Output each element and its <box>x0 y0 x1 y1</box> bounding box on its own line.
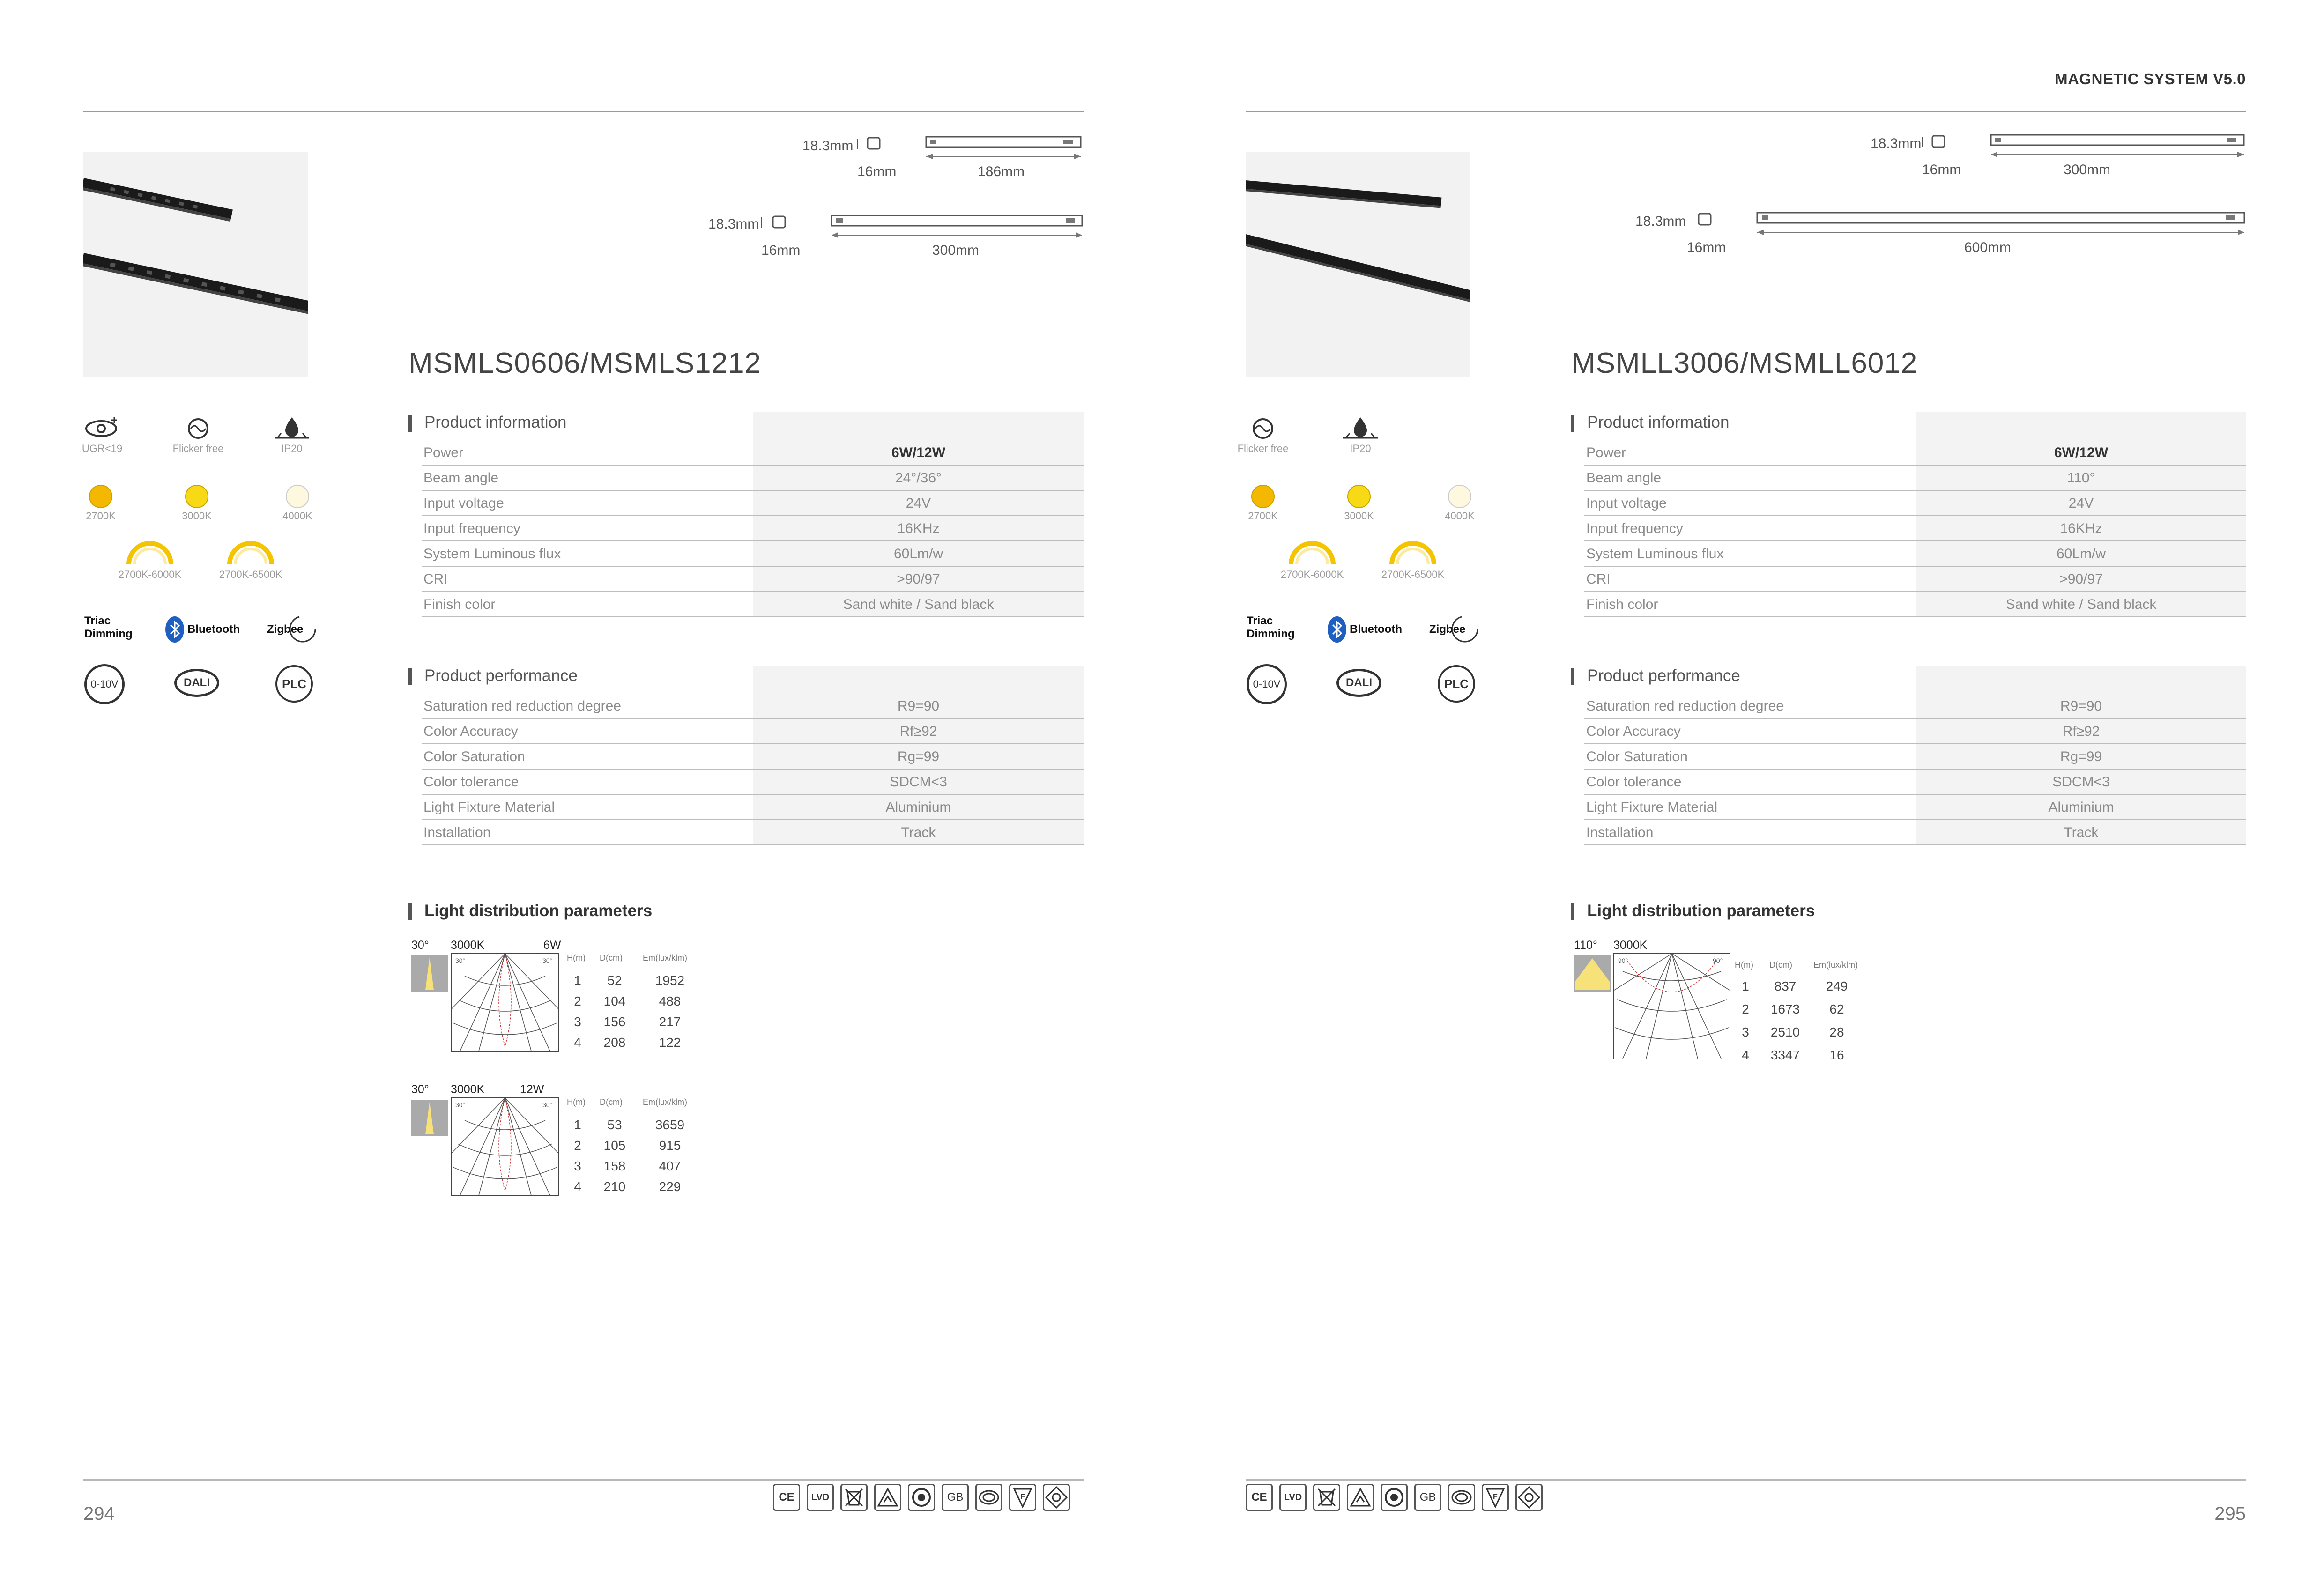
flicker-free-icon <box>1249 415 1277 441</box>
ld-angle: 30° <box>411 1083 429 1096</box>
ld-power: 6W <box>543 939 561 952</box>
tunable-arc-icon <box>1286 539 1338 567</box>
cct-dot <box>1448 485 1471 508</box>
bottom-rule <box>1246 1479 2246 1481</box>
cct-3000k <box>162 485 232 522</box>
spec-row-power <box>422 440 1084 466</box>
feature-label: IP20 <box>1350 443 1371 454</box>
zigbee-label: Zigbee <box>1429 623 1466 636</box>
ld-cell: 3 <box>574 1014 581 1029</box>
ld-cct: 3000K <box>1613 939 1648 952</box>
ld-col-em: Em(lux/klm) <box>643 953 687 962</box>
spec-value: Sand white / Sand black <box>843 597 994 612</box>
dim-width-1: 16mm <box>857 164 897 179</box>
ld-col-em: Em(lux/klm) <box>1813 960 1858 970</box>
cct-label: 3000K <box>1344 510 1374 522</box>
ld-cell: 1 <box>574 973 581 988</box>
cct-2700k <box>1228 485 1298 522</box>
plc-icon: PLC <box>275 665 313 703</box>
spec-row-power <box>1584 440 2246 466</box>
spec-row-finish-color <box>422 592 1084 617</box>
cct-3000k <box>1324 485 1394 522</box>
svg-text:F: F <box>1493 1493 1498 1501</box>
ld-cell: 52 <box>607 973 622 988</box>
dim-width-2: 16mm <box>761 243 801 258</box>
ld-angle: 30° <box>411 939 429 952</box>
ld-col-h: H(m) <box>567 1097 586 1107</box>
spec-value: 6W/12W <box>2054 445 2109 460</box>
bluetooth-icon <box>1326 615 1348 644</box>
ld-cell: 407 <box>659 1159 681 1173</box>
spec-label: Installation <box>1586 825 1654 840</box>
track-light-illustration <box>1246 152 1470 377</box>
ld-cell: 249 <box>1826 979 1848 993</box>
tunable-arc-icon <box>225 539 276 567</box>
f-mark-icon <box>1482 1484 1509 1511</box>
spec-label: Power <box>423 445 464 460</box>
model-title: MSMLL3006/MSMLL6012 <box>1571 347 1918 379</box>
tunable-2700-6500 <box>213 539 288 581</box>
spec-value: Rg=99 <box>897 749 940 764</box>
ld-cell: 3 <box>1742 1025 1749 1039</box>
ip20-icon <box>1339 415 1381 441</box>
ccc-mark-icon <box>975 1484 1002 1511</box>
ld-cell: 208 <box>603 1035 626 1050</box>
page-number: 295 <box>2214 1503 2246 1524</box>
cct-4000k <box>1425 485 1495 522</box>
ld-cell: 62 <box>1829 1002 1844 1016</box>
ld-cell: 28 <box>1829 1025 1844 1039</box>
ld-cct: 3000K <box>451 1083 485 1096</box>
spec-label: Finish color <box>423 597 496 612</box>
feature-ugr <box>67 415 137 455</box>
spec-value: 16KHz <box>897 521 940 536</box>
dim-width-2: 16mm <box>1687 240 1726 255</box>
ld-cell: 3659 <box>655 1118 685 1132</box>
ld-col-d: D(cm) <box>1769 960 1792 970</box>
dim-drawing-2 <box>761 214 1084 246</box>
spec-label: System Luminous flux <box>1586 546 1724 562</box>
dim-length-2: 600mm <box>1964 240 2012 255</box>
spec-label: CRI <box>1586 571 1611 587</box>
page-number: 294 <box>83 1503 115 1524</box>
ld-cell: 16 <box>1829 1048 1844 1062</box>
spec-value: Rg=99 <box>2060 749 2102 764</box>
tunable-2700-6000 <box>112 539 187 581</box>
feature-ip20 <box>1325 415 1396 455</box>
right-page <box>1162 0 2324 1577</box>
spec-label: Input frequency <box>423 521 520 536</box>
spec-value: 16KHz <box>2060 521 2102 536</box>
system-title: MAGNETIC SYSTEM V5.0 <box>2055 70 2246 88</box>
ld-col-em: Em(lux/klm) <box>643 1097 687 1107</box>
svg-text:F: F <box>1020 1493 1025 1501</box>
spec-row-cri <box>422 567 1084 592</box>
spec-value: R9=90 <box>897 698 940 714</box>
dim-010v-icon: 0-10V <box>84 664 125 704</box>
ld-cell: 1 <box>574 1118 581 1132</box>
isolux-diagram <box>451 1097 559 1196</box>
erp-mark-icon <box>1043 1484 1070 1511</box>
perf-row <box>422 744 1084 770</box>
ld-cell: 210 <box>603 1179 626 1194</box>
ld-cell: 2510 <box>1770 1025 1800 1039</box>
track-light-illustration <box>83 152 308 377</box>
bluetooth-label: Bluetooth <box>1350 623 1402 636</box>
perf-row <box>422 770 1084 795</box>
ld-cell: 53 <box>607 1118 622 1132</box>
spec-value: Rf≥92 <box>899 724 937 739</box>
product-performance-table <box>422 694 1084 845</box>
spec-label: Saturation red reduction degree <box>423 698 621 714</box>
ld-cell: 3347 <box>1770 1048 1800 1062</box>
ld-cell: 4 <box>1742 1048 1749 1062</box>
spec-value: SDCM<3 <box>2052 774 2110 790</box>
cct-dot <box>286 485 309 508</box>
spec-value: 60Lm/w <box>893 546 943 562</box>
spec-label: Input frequency <box>1586 521 1683 536</box>
weee-mark-icon <box>1313 1484 1340 1511</box>
tunable-label: 2700K-6000K <box>118 569 182 580</box>
dim-drawing-2 <box>1687 211 2249 244</box>
perf-row <box>422 719 1084 744</box>
gb-mark-icon: GB <box>1414 1484 1441 1511</box>
weee-mark-icon <box>840 1484 868 1511</box>
spec-value: Track <box>2064 825 2099 840</box>
triac-dimming-label: Triac Dimming <box>1247 615 1295 640</box>
perf-row <box>1584 744 2246 770</box>
spec-row-finish-color <box>1584 592 2246 617</box>
svg-text:90°: 90° <box>1713 957 1723 964</box>
ld-col-d: D(cm) <box>600 953 623 962</box>
dim-height-2: 18.3mm <box>708 216 759 232</box>
svg-text:30°: 30° <box>542 957 553 964</box>
spec-value: R9=90 <box>2060 698 2102 714</box>
spec-label: Color Accuracy <box>423 724 518 739</box>
top-rule <box>83 111 1084 112</box>
dim-width-1: 16mm <box>1922 162 1961 178</box>
perf-row <box>1584 719 2246 744</box>
dim-drawing-1 <box>1922 133 2248 166</box>
ce-mark-icon: CE <box>1246 1484 1273 1511</box>
dim-length-1: 186mm <box>978 164 1025 179</box>
beam-thumbnail <box>411 955 448 992</box>
erp-mark-icon <box>1515 1484 1543 1511</box>
dim-010v-icon: 0-10V <box>1247 664 1287 704</box>
spec-label: Light Fixture Material <box>423 800 555 815</box>
spec-label: Beam angle <box>1586 470 1662 486</box>
product-information-table <box>1584 440 2246 617</box>
spec-row-input-voltage <box>422 491 1084 516</box>
ccc-mark-icon <box>1448 1484 1475 1511</box>
cct-label: 2700K <box>1248 510 1278 522</box>
ld-cell: 4 <box>574 1179 581 1194</box>
rcm-mark-icon <box>1347 1484 1374 1511</box>
spec-value: Sand white / Sand black <box>2005 597 2157 612</box>
cct-label: 3000K <box>182 510 212 522</box>
perf-row <box>422 820 1084 845</box>
ld-cell: 488 <box>659 994 681 1008</box>
spec-row-luminous-flux <box>1584 541 2246 567</box>
cct-4000k <box>262 485 333 522</box>
feature-label: Flicker free <box>172 443 224 454</box>
dali-icon: DALI <box>174 669 219 697</box>
tunable-label: 2700K-6500K <box>219 569 282 580</box>
tunable-2700-6000 <box>1275 539 1350 581</box>
dim-length-1: 300mm <box>2064 162 2111 178</box>
plc-icon: PLC <box>1438 665 1475 703</box>
product-information-heading: Product information <box>408 413 566 432</box>
ld-cct: 3000K <box>451 939 485 952</box>
spec-label: Saturation red reduction degree <box>1586 698 1784 714</box>
tunable-label: 2700K-6000K <box>1280 569 1344 580</box>
dim-drawing-1 <box>857 135 1082 168</box>
cct-dot <box>1251 485 1275 508</box>
spec-label: Color Accuracy <box>1586 724 1681 739</box>
feature-ip20 <box>257 415 327 455</box>
spec-value: SDCM<3 <box>890 774 947 790</box>
cct-2700k <box>66 485 136 522</box>
ce-mark-icon: CE <box>773 1484 800 1511</box>
spec-row-beam-angle <box>422 466 1084 491</box>
cct-dot <box>89 485 112 508</box>
top-rule <box>1246 111 2246 112</box>
zigbee-label: Zigbee <box>267 623 304 636</box>
ld-cell: 1 <box>1742 979 1749 993</box>
spec-row-input-frequency <box>1584 516 2246 541</box>
spec-value: 24V <box>906 496 931 511</box>
ld-cell: 122 <box>659 1035 681 1050</box>
dim-height-1: 18.3mm <box>802 138 854 154</box>
product-photo <box>83 152 308 377</box>
feature-label: IP20 <box>281 443 303 454</box>
ld-cell: 1952 <box>655 973 685 988</box>
tunable-arc-icon <box>124 539 176 567</box>
perf-row <box>1584 694 2246 719</box>
spec-row-input-frequency <box>422 516 1084 541</box>
spec-value: 24°/36° <box>895 470 942 486</box>
lvd-mark-icon: LVD <box>807 1484 834 1511</box>
spec-value: >90/97 <box>897 571 940 587</box>
ld-cell: 2 <box>1742 1002 1749 1016</box>
product-information-table <box>422 440 1084 617</box>
spec-label: System Luminous flux <box>423 546 561 562</box>
ld-cell: 3 <box>574 1159 581 1173</box>
tunable-label: 2700K-6500K <box>1381 569 1445 580</box>
ld-cell: 915 <box>659 1138 681 1153</box>
perf-row <box>422 694 1084 719</box>
lvd-mark-icon: LVD <box>1279 1484 1307 1511</box>
spec-label: Power <box>1586 445 1626 460</box>
saa-mark-icon <box>908 1484 935 1511</box>
ld-cell: 217 <box>659 1014 681 1029</box>
product-information-heading: Product information <box>1571 413 1729 432</box>
spec-label: Color Saturation <box>1586 749 1688 764</box>
perf-row <box>1584 770 2246 795</box>
isolux-diagram <box>451 953 559 1052</box>
triac-dimming-label: Triac Dimming <box>84 615 133 640</box>
saa-mark-icon <box>1381 1484 1408 1511</box>
svg-text:90°: 90° <box>1618 957 1628 964</box>
ld-cell: 837 <box>1774 979 1797 993</box>
ip20-icon <box>271 415 313 441</box>
ld-cell: 156 <box>603 1014 626 1029</box>
ld-col-h: H(m) <box>567 953 586 962</box>
gb-mark-icon: GB <box>942 1484 969 1511</box>
ld-cell: 2 <box>574 994 581 1008</box>
ld-cell: 105 <box>603 1138 626 1153</box>
product-performance-heading: Product performance <box>408 666 578 685</box>
cct-dot <box>1347 485 1371 508</box>
ld-cell: 1673 <box>1770 1002 1800 1016</box>
ld-cell: 104 <box>603 994 626 1008</box>
feature-label: UGR<19 <box>82 443 123 454</box>
f-mark-icon <box>1009 1484 1036 1511</box>
ld-cell: 158 <box>603 1159 626 1173</box>
spec-value: 60Lm/w <box>2056 546 2106 562</box>
spec-row-luminous-flux <box>422 541 1084 567</box>
spec-label: Color tolerance <box>1586 774 1682 790</box>
spec-value: 6W/12W <box>891 445 946 460</box>
perf-row <box>422 795 1084 820</box>
model-title: MSMLS0606/MSMLS1212 <box>408 347 762 379</box>
perf-row <box>1584 820 2246 845</box>
spec-label: Installation <box>423 825 491 840</box>
zigbee-icon <box>288 615 317 644</box>
spec-value: Track <box>901 825 936 840</box>
zigbee-icon <box>1450 615 1479 644</box>
light-distribution-heading: Light distribution parameters <box>1571 902 1815 920</box>
bottom-rule <box>83 1479 1084 1481</box>
feature-label: Flicker free <box>1237 443 1289 454</box>
isolux-diagram <box>1613 953 1730 1059</box>
beam-thumbnail <box>411 1100 448 1136</box>
product-photo <box>1246 152 1470 377</box>
feature-flicker <box>1228 415 1298 455</box>
spec-label: CRI <box>423 571 448 587</box>
spec-row-input-voltage <box>1584 491 2246 516</box>
spec-value: 24V <box>2068 496 2094 511</box>
eye-icon <box>83 415 121 441</box>
ld-col-h: H(m) <box>1735 960 1753 970</box>
flicker-free-icon <box>184 415 212 441</box>
ld-cell: 4 <box>574 1035 581 1050</box>
product-performance-heading: Product performance <box>1571 666 1740 685</box>
dim-length-2: 300mm <box>932 243 980 258</box>
spec-label: Beam angle <box>423 470 499 486</box>
spec-value: 110° <box>2067 470 2095 486</box>
beam-thumbnail <box>1574 955 1611 992</box>
svg-text:30°: 30° <box>542 1101 553 1109</box>
spec-label: Color Saturation <box>423 749 525 764</box>
ld-cell: 229 <box>659 1179 681 1194</box>
spec-label: Input voltage <box>423 496 504 511</box>
dali-icon: DALI <box>1336 669 1381 697</box>
ld-col-d: D(cm) <box>600 1097 623 1107</box>
product-performance-table <box>1584 694 2246 845</box>
bluetooth-icon <box>164 615 186 644</box>
spec-label: Color tolerance <box>423 774 519 790</box>
spec-label: Light Fixture Material <box>1586 800 1718 815</box>
dim-height-1: 18.3mm <box>1871 136 1922 151</box>
spec-value: Aluminium <box>885 800 951 815</box>
spec-row-cri <box>1584 567 2246 592</box>
spec-value: Rf≥92 <box>2062 724 2100 739</box>
feature-flicker <box>163 415 233 455</box>
cct-label: 4000K <box>282 510 312 522</box>
spec-label: Finish color <box>1586 597 1658 612</box>
svg-text:30°: 30° <box>455 1101 466 1109</box>
ld-angle: 110° <box>1574 939 1597 952</box>
light-distribution-heading: Light distribution parameters <box>408 902 652 920</box>
bluetooth-label: Bluetooth <box>187 623 240 636</box>
ld-power: 12W <box>520 1083 544 1096</box>
cct-label: 4000K <box>1445 510 1475 522</box>
perf-row <box>1584 795 2246 820</box>
ld-cell: 2 <box>574 1138 581 1153</box>
tunable-2700-6500 <box>1375 539 1450 581</box>
spec-value: Aluminium <box>2048 800 2114 815</box>
spec-row-beam-angle <box>1584 466 2246 491</box>
spec-label: Input voltage <box>1586 496 1667 511</box>
dim-height-2: 18.3mm <box>1635 214 1686 229</box>
spec-value: >90/97 <box>2059 571 2103 587</box>
tunable-arc-icon <box>1387 539 1439 567</box>
rcm-mark-icon <box>874 1484 901 1511</box>
cct-label: 2700K <box>86 510 116 522</box>
cct-dot <box>185 485 208 508</box>
svg-text:30°: 30° <box>455 957 466 964</box>
